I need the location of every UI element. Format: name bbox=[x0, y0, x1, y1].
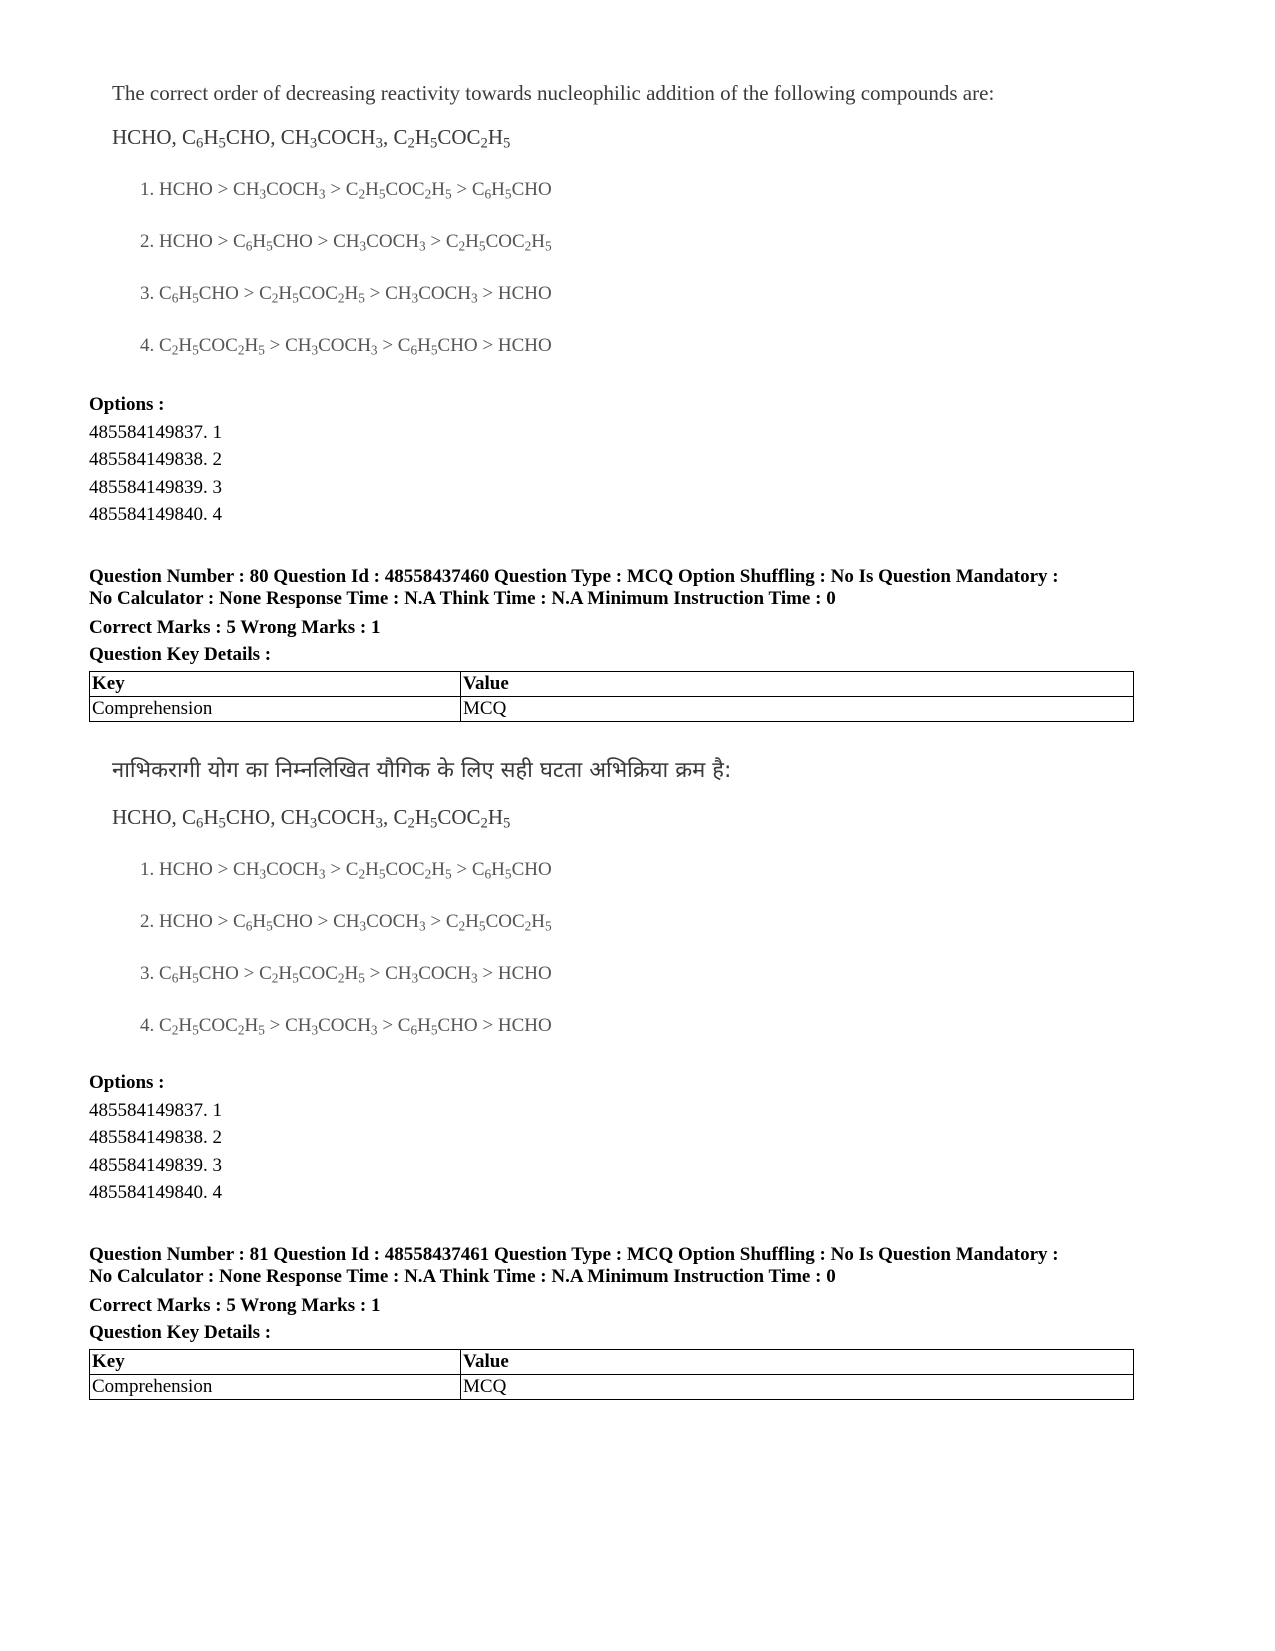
choice-item: 2. HCHO > $C_6H_5CHO$ > $CH_3COCH_3 > C_2H_5COC_2H_5$ bbox=[140, 911, 552, 934]
key-details-table bbox=[89, 671, 1134, 722]
question-meta-line: No Calculator : None Response Time : N.A Think Time : N.A Minimum Instruction Time : 0 bbox=[89, 1266, 836, 1287]
option-item: 485584149837. 1 bbox=[89, 1099, 222, 1121]
options-list bbox=[89, 1069, 222, 1207]
key-details-table bbox=[89, 1349, 1134, 1400]
option-item: 485584149837. 1 bbox=[89, 421, 222, 443]
choice-item: 1. HCHO > $CH_3COCH_3 > C_2H_5COC_2H_5 > C_6H_5CHO$ bbox=[140, 859, 552, 882]
table-cell: Comprehension bbox=[90, 1375, 461, 1400]
table-header-cell: Value bbox=[461, 1350, 1134, 1375]
table-header-row bbox=[90, 672, 1134, 697]
question-meta-line: No Calculator : None Response Time : N.A Think Time : N.A Minimum Instruction Time : 0 bbox=[89, 588, 836, 609]
options-list bbox=[89, 391, 222, 529]
table-header-cell: Key bbox=[90, 672, 461, 697]
table-header-cell: Value bbox=[461, 672, 1134, 697]
option-item: 485584149838. 2 bbox=[89, 1127, 222, 1148]
question-stem: नाभिकरागी योग का निम्नलिखित यौगिक के लिए सही घटता अभिक्रिया क्रम है: bbox=[112, 758, 732, 783]
options-header: Options : bbox=[89, 394, 165, 415]
table-cell: MCQ bbox=[461, 697, 1134, 722]
table-row bbox=[90, 697, 1134, 722]
marks-line: Correct Marks : 5 Wrong Marks : 1 bbox=[89, 617, 381, 638]
marks-line: Correct Marks : 5 Wrong Marks : 1 bbox=[89, 1295, 381, 1316]
table-cell: Comprehension bbox=[90, 697, 461, 722]
choice-item: 3. $C_6H_5CHO > C_2H_5COC_2H_5$ > $CH_3COCH_3$ > HCHO bbox=[140, 283, 552, 306]
table-header-row bbox=[90, 1350, 1134, 1375]
choice-item: 3. $C_6H_5CHO > C_2H_5COC_2H_5$ > $CH_3COCH_3$ > HCHO bbox=[140, 963, 552, 986]
question-meta-line: Question Number : 80 Question Id : 48558437460 Question Type : MCQ Option Shuffling : No Is Question Mandatory : bbox=[89, 566, 1059, 587]
question-stem: The correct order of decreasing reactivity towards nucleophilic addition of the following compounds are: bbox=[112, 81, 995, 105]
choice-item: 2. HCHO > $C_6H_5CHO$ > $CH_3COCH_3 > C_2H_5COC_2H_5$ bbox=[140, 231, 552, 254]
options-header: Options : bbox=[89, 1072, 165, 1093]
compound-list: HCHO, $C_6H_5CHO$, $CH_3COCH_3$, $C_2H_5COC_2H_5$ bbox=[112, 805, 511, 832]
question-image-hindi bbox=[112, 752, 1112, 1052]
question-meta-line: Question Number : 81 Question Id : 48558437461 Question Type : MCQ Option Shuffling : No Is Question Mandatory : bbox=[89, 1244, 1059, 1265]
compound-list: HCHO, $C_6H_5CHO$, $CH_3COCH_3$, $C_2H_5COC_2H_5$ bbox=[112, 125, 511, 152]
choice-item: 4. $C_2H_5COC_2H_5$ > $CH_3COCH_3 > C_6H_5CHO$ > HCHO bbox=[140, 335, 552, 358]
choice-item: 4. $C_2H_5COC_2H_5$ > $CH_3COCH_3 > C_6H_5CHO$ > HCHO bbox=[140, 1015, 552, 1038]
key-details-label: Question Key Details : bbox=[89, 1322, 272, 1343]
table-header-cell: Key bbox=[90, 1350, 461, 1375]
option-item: 485584149839. 3 bbox=[89, 1154, 222, 1176]
option-item: 485584149840. 4 bbox=[89, 1182, 222, 1203]
option-item: 485584149838. 2 bbox=[89, 449, 222, 470]
table-cell: MCQ bbox=[461, 1375, 1134, 1400]
question-meta bbox=[89, 1244, 1149, 1346]
table-row bbox=[90, 1375, 1134, 1400]
question-meta bbox=[89, 566, 1149, 668]
choice-item: 1. HCHO > $CH_3COCH_3 > C_2H_5COC_2H_5 > C_6H_5CHO$ bbox=[140, 179, 552, 202]
key-details-label: Question Key Details : bbox=[89, 644, 272, 665]
question-image-english bbox=[112, 76, 1112, 372]
option-item: 485584149840. 4 bbox=[89, 504, 222, 525]
option-item: 485584149839. 3 bbox=[89, 476, 222, 498]
